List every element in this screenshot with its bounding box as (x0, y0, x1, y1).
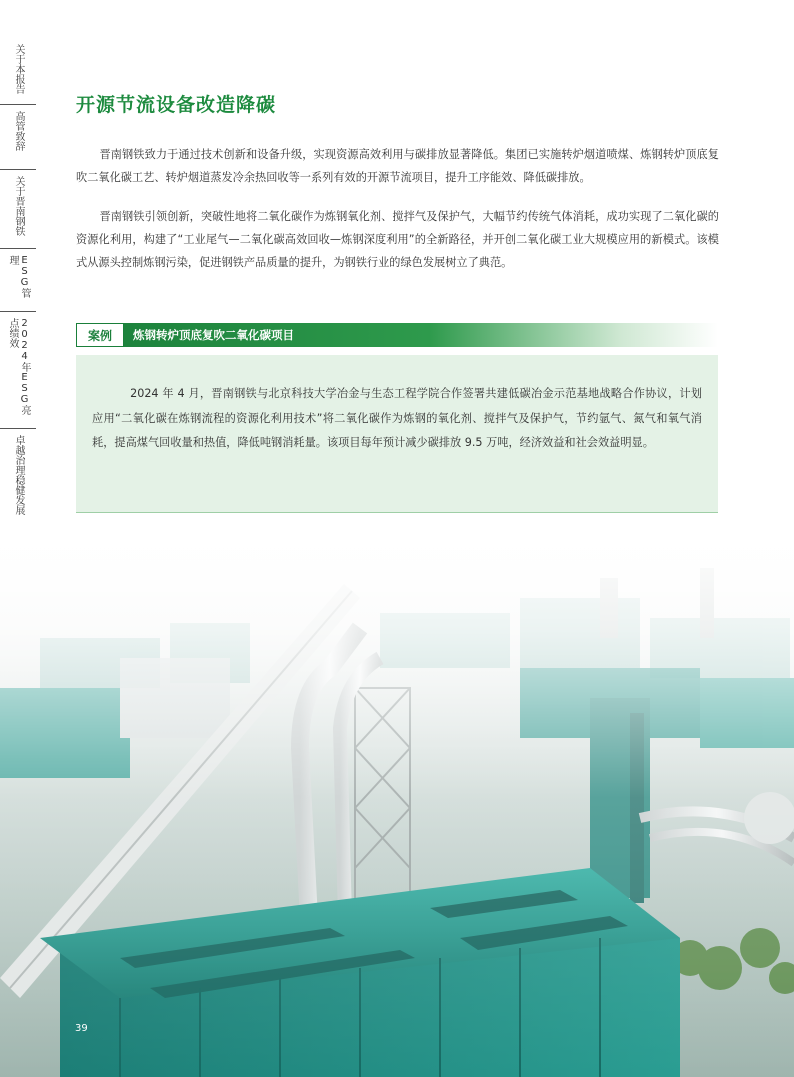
nav-item-label: 关于晋南钢铁 (13, 176, 24, 236)
section-title: 开源节流设备改造降碳 (76, 94, 277, 116)
nav-item-governance[interactable] (0, 429, 36, 532)
nav-item-esg-management[interactable] (0, 249, 36, 312)
case-tag: 案例 (76, 323, 124, 347)
nav-item-executive-message[interactable] (0, 105, 36, 170)
nav-item-about-company[interactable] (0, 170, 36, 249)
nav-item-label: 关于本报告 (13, 44, 24, 94)
steel-plant-photo (0, 518, 794, 1077)
nav-item-label: 卓越治理稳健发展 (13, 435, 24, 515)
case-body: 2024 年 4 月，晋南钢铁与北京科技大学冶金与生态工程学院合作签署共建低碳冶金示范基地战略合作协议，计划应用“二氧化碳在炼钢流程的资源化利用技术”将二氧化碳作为炼钢的氧化剂、搅拌气及保护气，节约氩气、氮气和氧气消耗，提高煤气回收量和热值，降低吨钢消耗量。该项目每年预计减少碳排放 9.5 万吨，经济效益和社会效益明显。 (92, 387, 702, 449)
page-number: 39 (75, 1023, 88, 1034)
nav-item-label: 2024年ESG亮点绩效 (7, 318, 30, 415)
body-paragraph: 晋南钢铁致力于通过技术创新和设备升级，实现资源高效利用与碳排放显著降低。集团已实施转炉烟道喷煤、炼钢转炉顶底复吹二氧化碳工艺、转炉烟道蒸发冷余热回收等一系列有效的开源节流项目，提升工序能效、降低碳排放。 (76, 148, 719, 184)
case-header (76, 323, 718, 347)
nav-item-label: ESG管理 (7, 255, 30, 298)
case-box (76, 355, 718, 513)
body-paragraph: 晋南钢铁引领创新，突破性地将二氧化碳作为炼钢氧化剂、搅拌气及保护气，大幅节约传统气体消耗，成功实现了二氧化碳的资源化利用，构建了“工业尾气—二氧化碳高效回收—炼钢深度利用”的全新路径，并开创二氧化碳工业大规模应用的新模式。该模式从源头控制炼钢污染，促进钢铁产品质量的提升，为钢铁行业的绿色发展树立了典范。 (76, 210, 719, 269)
nav-item-about-report[interactable] (0, 38, 36, 105)
case-title: 炼钢转炉顶底复吹二氧化碳项目 (133, 328, 294, 342)
nav-item-esg-highlights[interactable] (0, 312, 36, 429)
nav-item-label: 高管致辞 (13, 111, 24, 151)
